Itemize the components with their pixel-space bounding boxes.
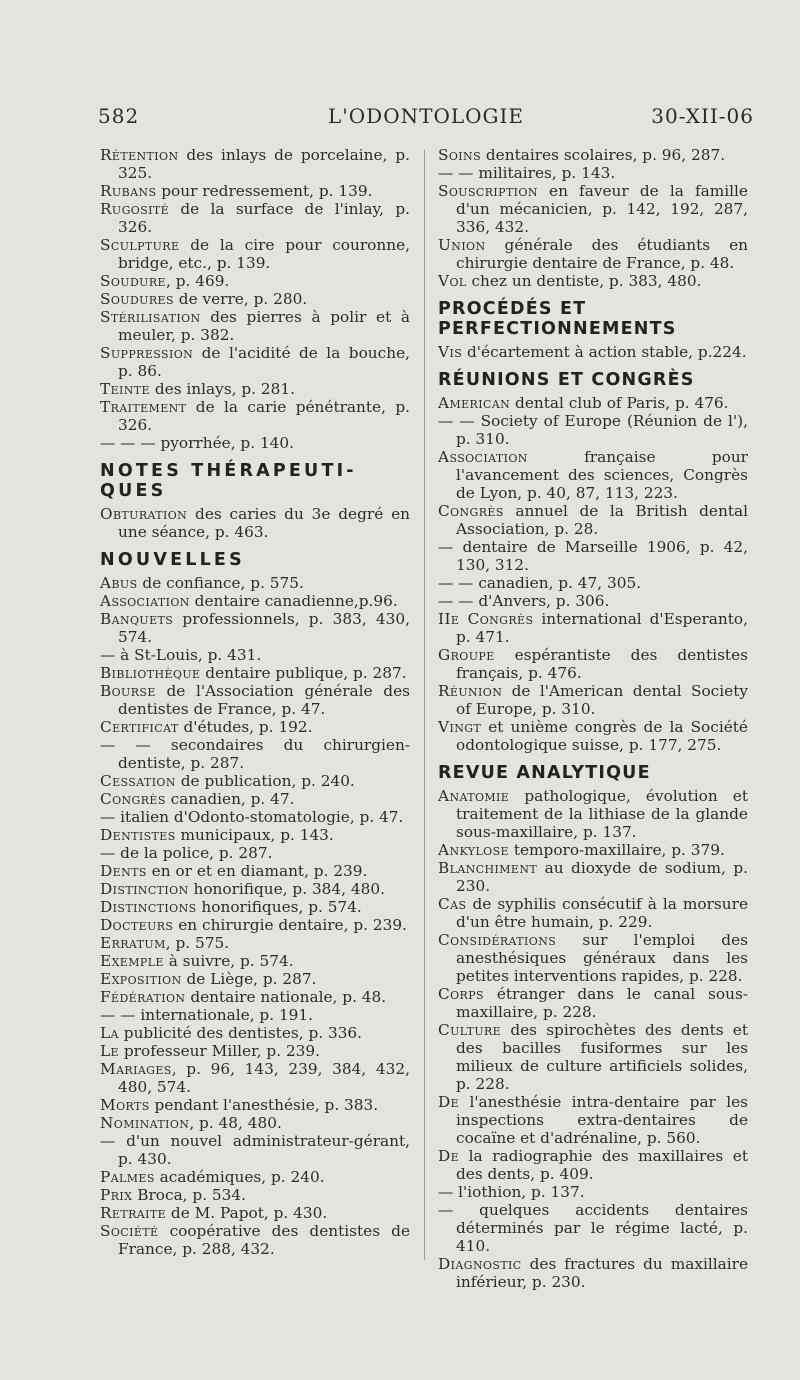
entry-keyword: Nomination (100, 1114, 190, 1132)
index-entry (100, 1132, 410, 1168)
entry-text: — — secondaires du chirurgien-dentiste, p. 287. (100, 736, 410, 772)
entry-keyword: Obturation (100, 505, 188, 523)
index-entry (438, 272, 748, 290)
index-entry (438, 1147, 748, 1183)
index-entry (438, 931, 748, 985)
entry-keyword: Considérations (438, 931, 557, 949)
index-entry (100, 790, 410, 808)
entry-keyword: Anatomie (438, 787, 510, 805)
index-entry (100, 344, 410, 380)
entry-keyword: Le (100, 1042, 119, 1060)
index-entry (100, 308, 410, 344)
index-entry (100, 736, 410, 772)
index-entry (100, 272, 410, 290)
entry-text: dentaire publique, p. 287. (205, 664, 407, 682)
entry-keyword: Congrès (100, 790, 166, 808)
entry-text: pour redressement, p. 139. (161, 182, 373, 200)
index-entry (100, 1006, 410, 1024)
entry-text: des pierres à polir et à meuler, p. 382. (118, 308, 410, 344)
entry-keyword: Cas (438, 895, 467, 913)
entry-text: la radiographie des maxillaires et des dents, p. 409. (456, 1147, 748, 1183)
index-entry (438, 682, 748, 718)
entry-keyword: Rétention (100, 146, 179, 164)
entry-keyword: De (438, 1147, 460, 1165)
entry-keyword: Congrès (438, 502, 504, 520)
entry-keyword: Rugosité (100, 200, 170, 218)
entry-text: étranger dans le canal sous-maxillaire, p. 228. (456, 985, 748, 1021)
index-entry (100, 862, 410, 880)
entry-text: académiques, p. 240. (159, 1168, 325, 1186)
entry-text: l'anesthésie intra-dentaire par les inspections extra-dentaires de cocaïne et d'adrénaline, p. 560. (456, 1093, 748, 1147)
index-entry (438, 448, 748, 502)
entry-text: temporo-maxillaire, p. 379. (513, 841, 725, 859)
entry-text: des caries du 3e degré en une séance, p. 463. (118, 505, 410, 541)
entry-keyword: Palmes (100, 1168, 155, 1186)
index-entry (100, 1042, 410, 1060)
entry-keyword: Cessation (100, 772, 176, 790)
entry-keyword: Prix (100, 1186, 133, 1204)
entry-keyword: Rubans (100, 182, 157, 200)
index-entry (100, 646, 410, 664)
entry-text: — d'un nouvel administrateur-gérant, p. 430. (100, 1132, 410, 1168)
index-entry (438, 592, 748, 610)
column-divider (424, 150, 425, 1260)
entry-text: de syphilis consécutif à la morsure d'un être humain, p. 229. (456, 895, 748, 931)
entry-text: de M. Papot, p. 430. (170, 1204, 328, 1222)
entry-keyword: Traitement (100, 398, 187, 416)
index-entry (100, 1060, 410, 1096)
entry-keyword: Blanchiment (438, 859, 538, 877)
entry-keyword: Certificat (100, 718, 179, 736)
entry-text: en chirurgie dentaire, p. 239. (178, 916, 407, 934)
index-entry (438, 1021, 748, 1093)
entry-text: dentaire canadienne,p.96. (194, 592, 398, 610)
index-entry (100, 664, 410, 682)
index-entry (100, 970, 410, 988)
index-entry (100, 398, 410, 434)
index-entry (438, 895, 748, 931)
index-entry (100, 880, 410, 898)
index-entry (100, 826, 410, 844)
index-entry (438, 646, 748, 682)
entry-text: — l'iothion, p. 137. (438, 1183, 585, 1201)
index-entry (438, 718, 748, 754)
index-entry (438, 412, 748, 448)
entry-keyword: Diagnostic (438, 1255, 522, 1273)
index-entry (100, 1024, 410, 1042)
index-entry (100, 1114, 410, 1132)
entry-text: pendant l'anesthésie, p. 383. (154, 1096, 379, 1114)
entry-keyword: Soins (438, 146, 482, 164)
entry-text: — de la police, p. 287. (100, 844, 273, 862)
index-entry (100, 1186, 410, 1204)
entry-text: — — canadien, p. 47, 305. (438, 574, 642, 592)
entry-keyword: Erratum (100, 934, 166, 952)
entry-text: des inlays, p. 281. (154, 380, 295, 398)
entry-keyword: Fédération (100, 988, 186, 1006)
entry-text: dental club of Paris, p. 476. (515, 394, 729, 412)
entry-text: des spirochètes des dents et des bacilles fusiformes sur les milieux de culture artificiels solides, p. 228. (456, 1021, 748, 1093)
entry-text: d'écartement à action stable, p.224. (467, 343, 747, 361)
index-entry (100, 682, 410, 718)
index-entry (100, 592, 410, 610)
entry-text: et unième congrès de la Société odontologique suisse, p. 177, 275. (456, 718, 748, 754)
entry-keyword: La (100, 1024, 119, 1042)
entry-text: de la cire pour couronne, bridge, etc., p. 139. (118, 236, 410, 272)
entry-text: française pour l'avancement des sciences, Congrès de Lyon, p. 40, 87, 113, 223. (456, 448, 748, 502)
index-entry (438, 1093, 748, 1147)
entry-keyword: Vingt (438, 718, 482, 736)
entry-keyword: Association (100, 592, 190, 610)
entry-text: annuel de la British dental Association, p. 28. (456, 502, 748, 538)
index-entry (100, 934, 410, 952)
index-entry (438, 164, 748, 182)
section-heading: RÉUNIONS ET CONGRÈS (438, 370, 695, 390)
entry-keyword: Soudure (100, 272, 166, 290)
entry-text: sur l'emploi des anesthésiques généraux dans les petites interventions rapides, p. 228. (456, 931, 748, 985)
entry-text: — — — pyorrhée, p. 140. (100, 434, 295, 452)
entry-text: publicité des dentistes, p. 336. (123, 1024, 363, 1042)
index-entry (438, 343, 748, 361)
entry-keyword: Mariages (100, 1060, 172, 1078)
issue-date: 30-XII-06 (651, 104, 754, 128)
entry-text: chez un dentiste, p. 383, 480. (471, 272, 702, 290)
running-header (98, 104, 754, 134)
entry-text: — — d'Anvers, p. 306. (438, 592, 610, 610)
entry-keyword: De (438, 1093, 460, 1111)
entry-keyword: IIe Congrès (438, 610, 534, 628)
right-column (438, 146, 748, 1291)
index-entry (438, 146, 748, 164)
entry-text: — — militaires, p. 143. (438, 164, 616, 182)
section-heading: NOUVELLES (100, 550, 245, 570)
entry-keyword: Culture (438, 1021, 502, 1039)
entry-text: honorifique, p. 384, 480. (193, 880, 385, 898)
index-entry (100, 916, 410, 934)
index-entry (438, 538, 748, 574)
index-entry (438, 859, 748, 895)
entry-keyword: Groupe (438, 646, 495, 664)
entry-text: , p. 48, 480. (189, 1114, 282, 1132)
index-entry (438, 1255, 748, 1291)
entry-text: des fractures du maxillaire inférieur, p. 230. (456, 1255, 748, 1291)
entry-text: canadien, p. 47. (170, 790, 295, 808)
entry-text: , p. 96, 143, 239, 384, 432, 480, 574. (118, 1060, 410, 1096)
index-entry (438, 1201, 748, 1255)
entry-text: municipaux, p. 143. (180, 826, 334, 844)
entry-text: , p. 469. (165, 272, 230, 290)
index-entry (100, 200, 410, 236)
index-entry (100, 182, 410, 200)
index-entry (438, 502, 748, 538)
index-entry (438, 787, 748, 841)
entry-keyword: Société (100, 1222, 159, 1240)
entry-keyword: Retraite (100, 1204, 167, 1222)
entry-text: — à St-Louis, p. 431. (100, 646, 262, 664)
entry-text: des inlays de porcelaine, p. 325. (118, 146, 410, 182)
section-heading: NOTES THÉRAPEUTI-QUES (100, 461, 357, 501)
entry-keyword: Dentistes (100, 826, 176, 844)
section-heading: REVUE ANALYTIQUE (438, 763, 651, 783)
entry-keyword: Abus (100, 574, 138, 592)
entry-keyword: Exemple (100, 952, 164, 970)
entry-text: de la carie pénétrante, p. 326. (118, 398, 410, 434)
entry-keyword: American (438, 394, 511, 412)
journal-title: L'ODONTOLOGIE (328, 104, 524, 128)
entry-keyword: Association (438, 448, 528, 466)
entry-keyword: Stérilisation (100, 308, 201, 326)
index-entry (100, 434, 410, 452)
entry-text: de la surface de l'inlay, p. 326. (118, 200, 410, 236)
entry-keyword: Réunion (438, 682, 503, 700)
entry-text: pathologique, évolution et traitement de la lithiase de la glande sous-maxillaire, p. 137. (456, 787, 748, 841)
entry-text: générale des étudiants en chirurgie dentaire de France, p. 48. (456, 236, 748, 272)
index-entry (100, 1096, 410, 1114)
entry-text: coopérative des dentistes de France, p. 288, 432. (118, 1222, 410, 1258)
entry-text: dentaires scolaires, p. 96, 287. (485, 146, 726, 164)
page-number: 582 (98, 104, 140, 128)
index-entry (100, 1204, 410, 1222)
index-entry (100, 988, 410, 1006)
entry-keyword: Teinte (100, 380, 150, 398)
index-entry (438, 841, 748, 859)
entry-text: en faveur de la famille d'un mécanicien, p. 142, 192, 287, 336, 432. (456, 182, 748, 236)
index-entry (438, 394, 748, 412)
entry-text: à suivre, p. 574. (168, 952, 294, 970)
entry-keyword: Distinctions (100, 898, 197, 916)
entry-keyword: Morts (100, 1096, 150, 1114)
entry-text: international d'Esperanto, p. 471. (456, 610, 748, 646)
entry-text: — — Society of Europe (Réunion de l'), p. 310. (438, 412, 748, 448)
entry-keyword: Bibliothèque (100, 664, 201, 682)
index-entry (100, 1222, 410, 1258)
entry-text: honorifiques, p. 574. (201, 898, 362, 916)
entry-text: dentaire nationale, p. 48. (190, 988, 387, 1006)
entry-text: espérantiste des dentistes français, p. 476. (456, 646, 748, 682)
entry-keyword: Union (438, 236, 486, 254)
index-entry (100, 718, 410, 736)
index-entry (438, 1183, 748, 1201)
entry-keyword: Docteurs (100, 916, 174, 934)
section-heading: PROCÉDÉS ET PERFECTIONNEMENTS (438, 299, 677, 339)
entry-text: de confiance, p. 575. (142, 574, 304, 592)
index-entry (100, 505, 410, 541)
index-entry (100, 772, 410, 790)
entry-keyword: Suppression (100, 344, 194, 362)
index-entry (100, 236, 410, 272)
index-entry (100, 146, 410, 182)
entry-text: — italien d'Odonto-stomatologie, p. 47. (100, 808, 404, 826)
entry-keyword: Dents (100, 862, 147, 880)
entry-text: — — internationale, p. 191. (100, 1006, 314, 1024)
index-entry (438, 236, 748, 272)
entry-text: Broca, p. 534. (137, 1186, 246, 1204)
entry-keyword: Bourse (100, 682, 156, 700)
index-entry (438, 610, 748, 646)
entry-text: professeur Miller, p. 239. (123, 1042, 321, 1060)
entry-text: de l'Association générale des dentistes de France, p. 47. (118, 682, 410, 718)
entry-keyword: Exposition (100, 970, 182, 988)
entry-text: d'études, p. 192. (183, 718, 313, 736)
index-entry (438, 574, 748, 592)
entry-text: , p. 575. (165, 934, 230, 952)
entry-keyword: Corps (438, 985, 484, 1003)
entry-keyword: Soudures (100, 290, 174, 308)
index-entry (100, 290, 410, 308)
entry-text: — quelques accidents dentaires déterminés par le régime lacté, p. 410. (438, 1201, 748, 1255)
index-entry (100, 574, 410, 592)
entry-keyword: Ankylose (438, 841, 509, 859)
entry-keyword: Vol (438, 272, 467, 290)
entry-text: de publication, p. 240. (180, 772, 355, 790)
entry-keyword: Souscription (438, 182, 538, 200)
index-entry (100, 844, 410, 862)
index-entry (438, 182, 748, 236)
entry-keyword: Vis (438, 343, 463, 361)
entry-keyword: Banquets (100, 610, 174, 628)
index-entry (100, 610, 410, 646)
entry-text: de l'American dental Society of Europe, p. 310. (456, 682, 748, 718)
index-entry (100, 952, 410, 970)
index-entry (100, 1168, 410, 1186)
entry-text: de verre, p. 280. (178, 290, 308, 308)
entry-keyword: Distinction (100, 880, 189, 898)
left-column (100, 146, 410, 1258)
entry-text: de l'acidité de la bouche, p. 86. (118, 344, 410, 380)
entry-text: professionnels, p. 383, 430, 574. (118, 610, 410, 646)
entry-keyword: Sculpture (100, 236, 180, 254)
index-entry (100, 898, 410, 916)
entry-text: — dentaire de Marseille 1906, p. 42, 130, 312. (438, 538, 748, 574)
index-entry (100, 380, 410, 398)
entry-text: de Liège, p. 287. (186, 970, 317, 988)
index-entry (438, 985, 748, 1021)
entry-text: en or et en diamant, p. 239. (151, 862, 368, 880)
entry-text: au dioxyde de sodium, p. 230. (456, 859, 748, 895)
index-entry (100, 808, 410, 826)
